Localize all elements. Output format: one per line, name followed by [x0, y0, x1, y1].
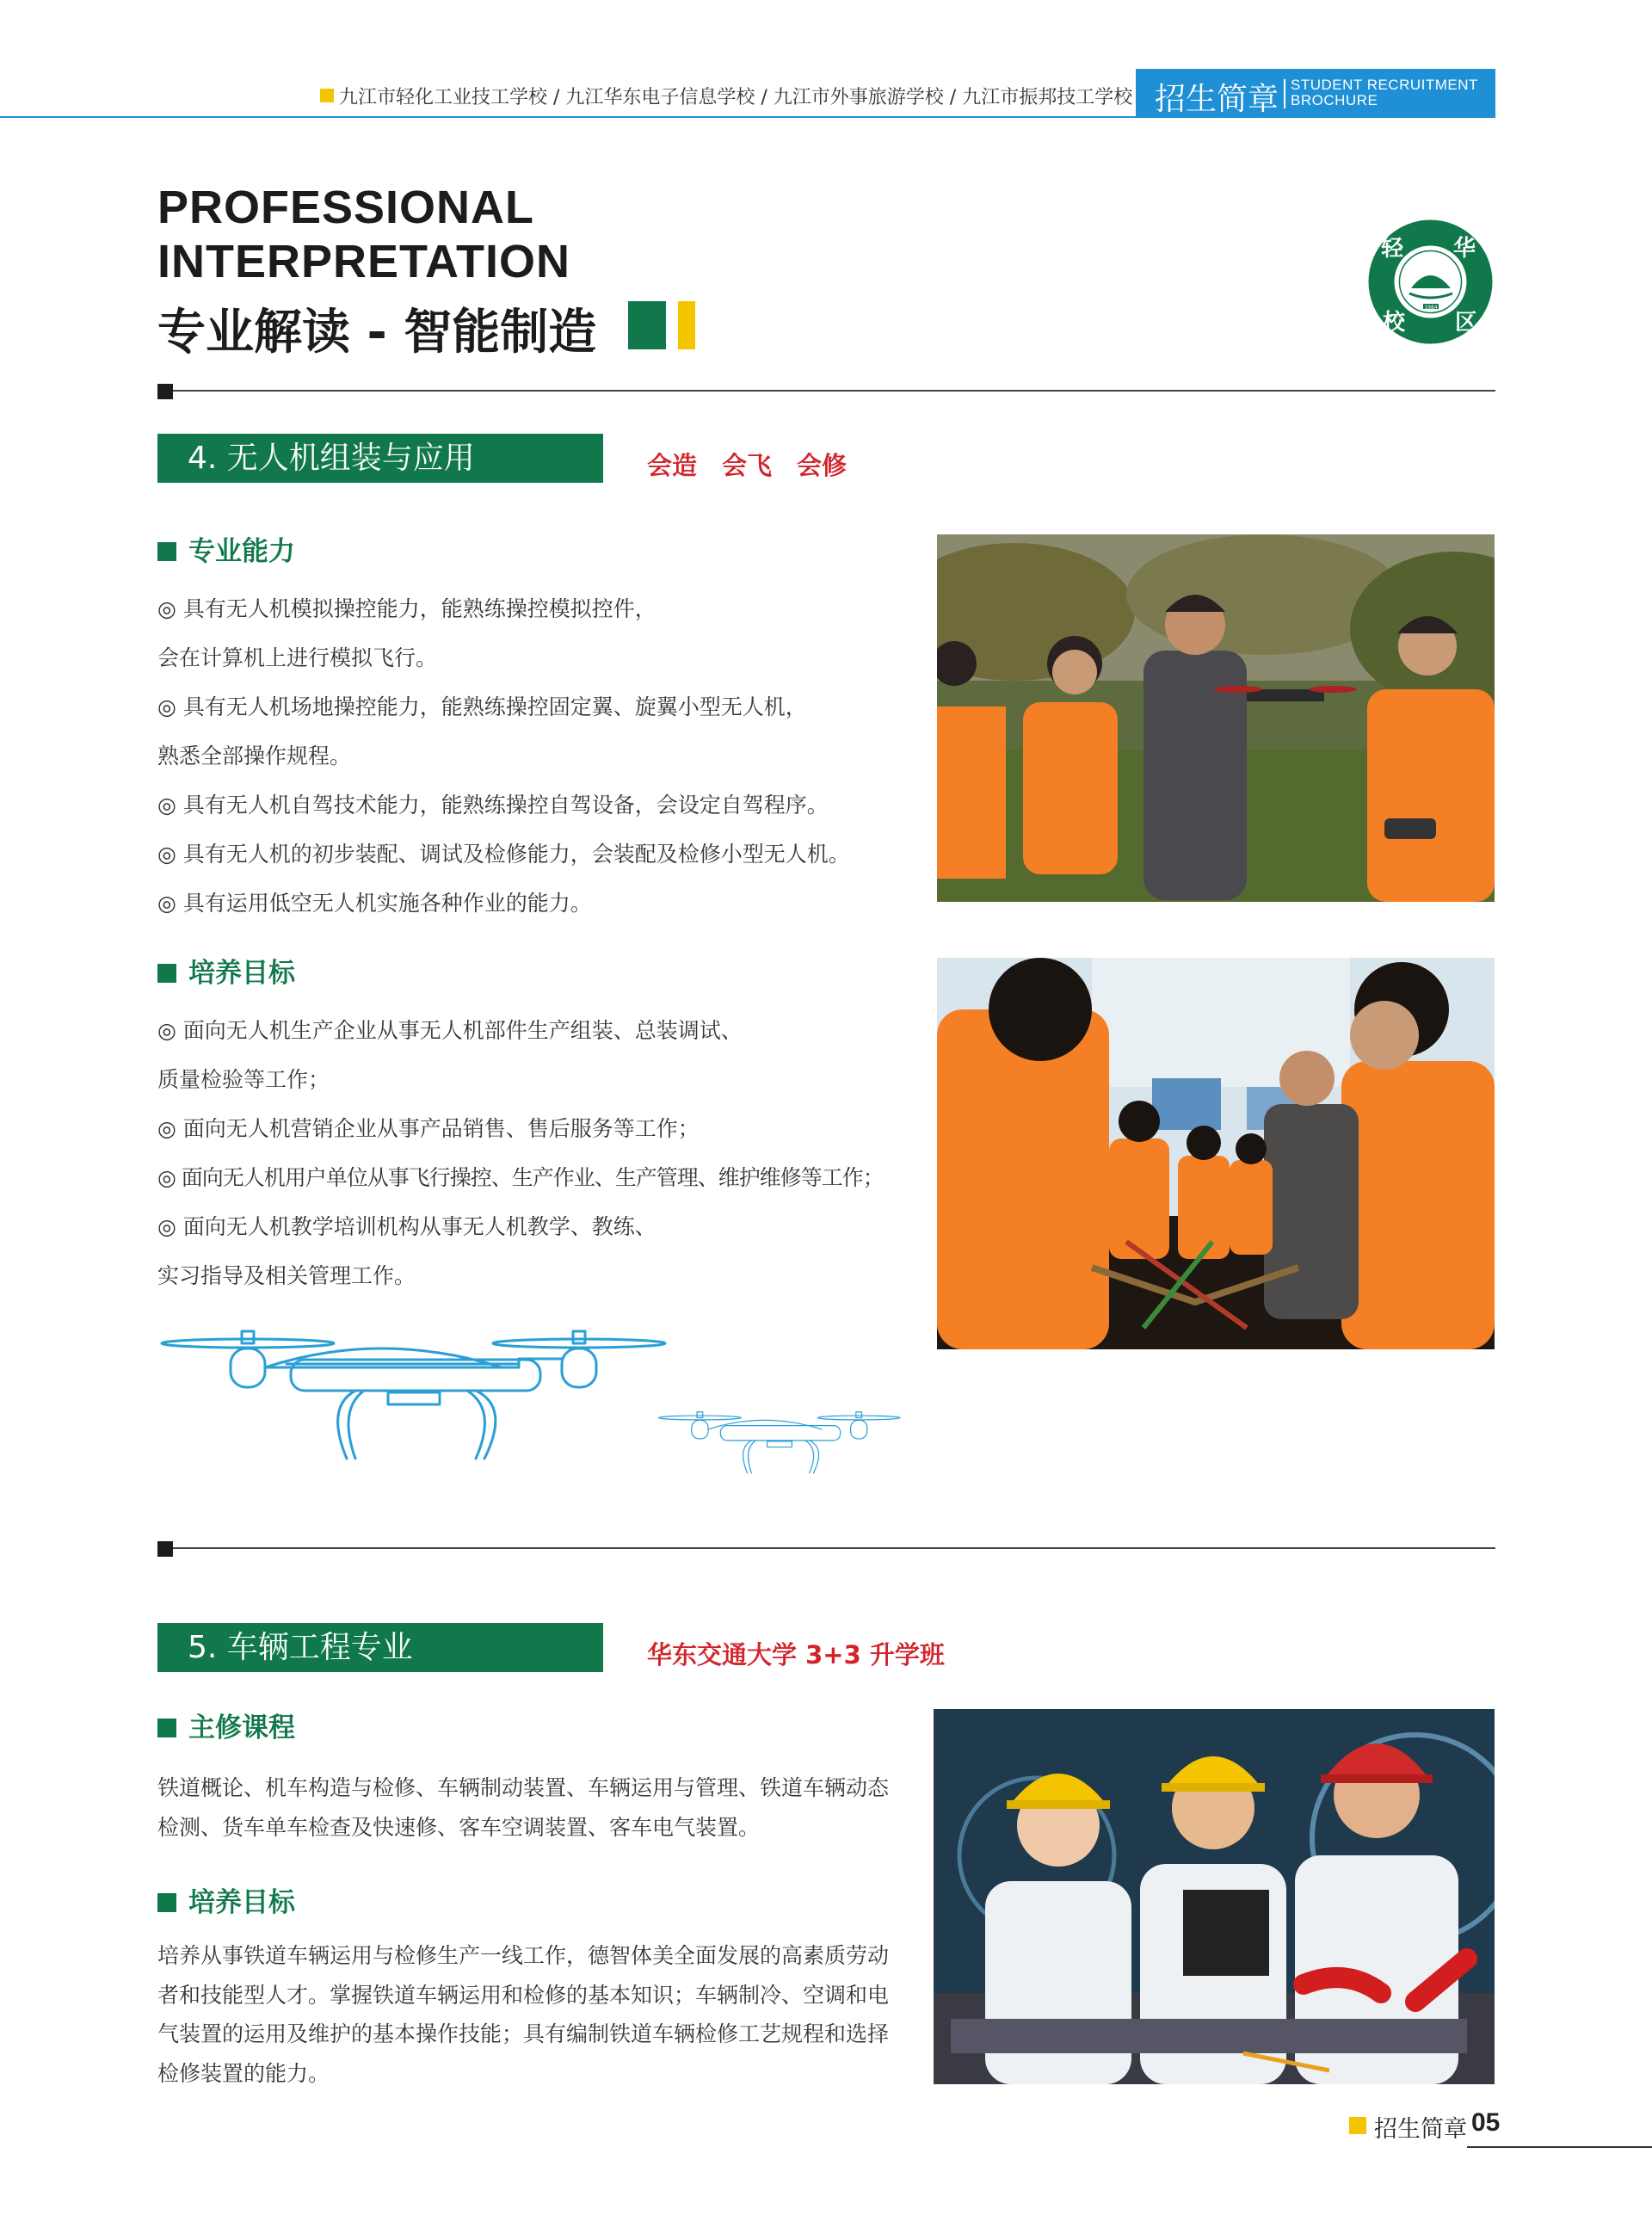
- logo-char-2: 华: [1452, 236, 1476, 262]
- brochure-badge-cn: 招生简章: [1155, 82, 1279, 117]
- section5-header: 5. 车辆工程专业: [157, 1623, 603, 1672]
- ability-line: 熟悉全部操作规程。: [157, 744, 352, 768]
- goal-line: ◎ 面向无人机生产企业从事无人机部件生产组装、总装调试、: [157, 1018, 743, 1043]
- brochure-badge-en: [1291, 77, 1478, 108]
- section4-header: 4. 无人机组装与应用: [157, 434, 603, 483]
- heading-bullet: [157, 964, 176, 983]
- footer-rule: [1467, 2146, 1652, 2148]
- drone-assembly-photo: [937, 958, 1495, 1349]
- logo-char-4: 区: [1454, 310, 1478, 336]
- brochure-badge-en-line1: STUDENT RECRUITMENT: [1291, 77, 1478, 93]
- section4-goal-heading: [157, 951, 295, 990]
- section-divider: [157, 390, 1495, 392]
- page-title-en: [157, 181, 570, 289]
- goal-line: ◎ 面向无人机教学培训机构从事无人机教学、教练、: [157, 1214, 656, 1239]
- ability-line: ◎ 具有无人机场地操控能力，能熟练操控固定翼、旋翼小型无人机，: [157, 694, 807, 719]
- brochure-badge-en-line2: BROCHURE: [1291, 92, 1378, 108]
- logo-char-1: 轻: [1380, 236, 1404, 262]
- heading-bullet: [157, 1719, 176, 1737]
- section-divider: [157, 1547, 1495, 1549]
- page-title-en-line1: PROFESSIONAL: [157, 182, 535, 233]
- school-logo-icon: [1368, 219, 1493, 344]
- header-rule: [0, 116, 1136, 118]
- title-accent-green: [628, 301, 666, 349]
- logo-year: 1984: [1424, 305, 1438, 311]
- heading-bullet: [157, 542, 176, 561]
- vehicle-engineering-photo: [934, 1709, 1495, 2084]
- section5-course-title: 主修课程: [188, 1712, 295, 1743]
- section5-tagline: 华东交通大学 3+3 升学班: [647, 1640, 945, 1669]
- title-accent-yellow: [678, 301, 695, 349]
- section4-goal-title: 培养目标: [188, 958, 295, 989]
- brochure-badge: [1136, 69, 1495, 118]
- page-number: 05: [1471, 2108, 1501, 2137]
- logo-char-3: 校: [1382, 310, 1406, 336]
- header-bullet: [320, 89, 334, 102]
- drone-large-icon: [162, 1331, 665, 1459]
- ability-line: ◎ 具有无人机的初步装配、调试及检修能力，会装配及检修小型无人机。: [157, 842, 850, 867]
- section-divider-marker: [157, 1541, 173, 1557]
- section4-tagline: 会造 会飞 会修: [647, 451, 848, 480]
- page-title-cn: 专业解读 - 智能制造: [157, 305, 597, 361]
- goal-line: 实习指导及相关管理工作。: [157, 1263, 416, 1288]
- page-title-en-line2: INTERPRETATION: [157, 236, 570, 287]
- footer-bullet: [1349, 2117, 1366, 2134]
- section4-ability-title: 专业能力: [188, 536, 295, 567]
- ability-line: ◎ 具有运用低空无人机实施各种作业的能力。: [157, 891, 592, 916]
- section5-goal-title: 培养目标: [188, 1887, 295, 1918]
- section5-course-text: 铁道概论、机车构造与检修、车辆制动装置、车辆运用与管理、铁道车辆动态检测、货车单车检查及快速修、客车空调装置、客车电气装置。: [157, 1775, 890, 1840]
- heading-bullet: [157, 1893, 176, 1912]
- section4-ability-heading: [157, 529, 295, 568]
- section5-course-heading: [157, 1706, 295, 1744]
- drone-flight-photo: [937, 534, 1495, 902]
- goal-line: ◎ 面向无人机营销企业从事产品销售、售后服务等工作；: [157, 1116, 700, 1141]
- brochure-badge-divider: [1284, 79, 1285, 108]
- section5-goal-heading: [157, 1880, 295, 1919]
- drone-small-icon: [658, 1412, 900, 1473]
- header-school-list: 九江市轻化工业技工学校 / 九江华东电子信息学校 / 九江市外事旅游学校 / 九江市振邦技工学校: [339, 87, 1133, 108]
- goal-line: ◎ 面向无人机用户单位从事飞行操控、生产作业、生产管理、维护维修等工作；: [157, 1165, 884, 1190]
- ability-line: 会在计算机上进行模拟飞行。: [157, 645, 438, 670]
- ability-line: ◎ 具有无人机自驾技术能力，能熟练操控自驾设备，会设定自驾程序。: [157, 793, 829, 818]
- section-divider-marker: [157, 384, 173, 399]
- goal-line: 质量检验等工作；: [157, 1067, 330, 1092]
- section5-goal-text: 培养从事铁道车辆运用与检修生产一线工作，德智体美全面发展的高素质劳动者和技能型人才。掌握铁道车辆运用和检修的基本知识；车辆制冷、空调和电气装置的运用及维护的基本操作技能；具有编制铁道车辆检修工艺规程和选择检修装置的能力。: [157, 1943, 890, 2086]
- footer-label: 招生简章: [1374, 2116, 1467, 2143]
- ability-line: ◎ 具有无人机模拟操控能力，能熟练操控模拟控件，: [157, 596, 656, 621]
- drone-illustration: [157, 1321, 915, 1480]
